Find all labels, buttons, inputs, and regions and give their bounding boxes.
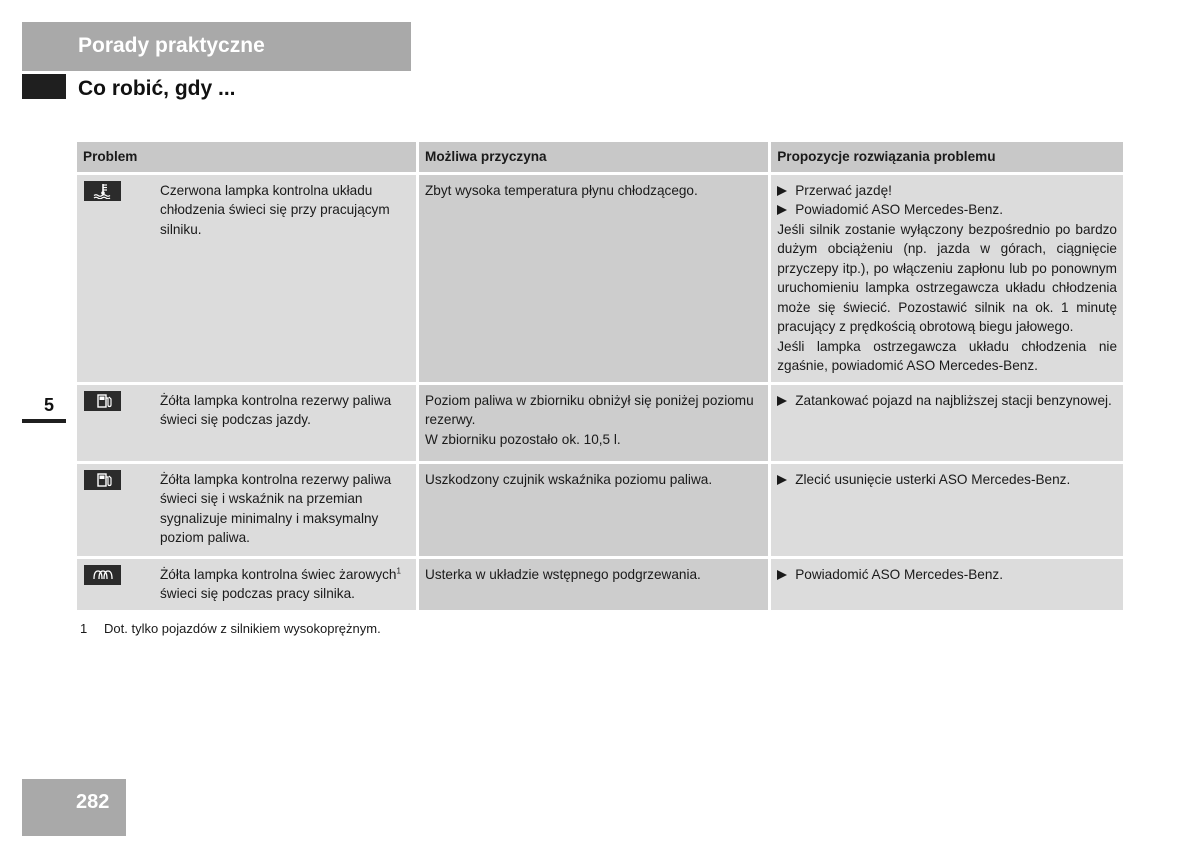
problem-text-part: świeci się podczas pracy silnika.	[160, 586, 355, 601]
solution-text: Powiadomić ASO Mercedes-Benz.	[795, 566, 1003, 582]
table-row	[77, 383, 1123, 462]
cause-cell	[418, 462, 770, 557]
solution-note: Jeśli silnik zostanie wyłączony bezpośrednio po bardzo dużym obciążeniu (np. jazda w górach, ciągnięcie przyczepy itp.), po włączeniu zapłonu lub po ponownym uruchomieniu lampka ostrzegawcza układu chłodzenia może się świecić. Pozostawić silnik na ok. 1 minutę pracujący z prędkością obrotową biegu jałowego.	[777, 221, 1117, 334]
solution-text: Przerwać jazdę!	[795, 182, 892, 198]
solution-step	[777, 391, 1117, 411]
arrow-bullet-icon	[777, 200, 795, 220]
solution-cell	[770, 462, 1123, 557]
solution-step	[777, 565, 1117, 585]
problem-cell	[77, 173, 418, 383]
solution-cell	[770, 383, 1123, 462]
cause-text: Zbyt wysoka temperatura płynu chłodzącego.	[425, 182, 698, 198]
chapter-tab-number: 5	[44, 395, 55, 415]
footnote-number: 1	[80, 621, 88, 636]
solution-text: Powiadomić ASO Mercedes-Benz.	[795, 202, 1003, 217]
coolant-temperature-icon	[84, 181, 121, 201]
section-title: Co robić, gdy ...	[78, 77, 236, 100]
footnote-text: Dot. tylko pojazdów z silnikiem wysokoprężnym.	[104, 621, 381, 636]
page-number: 282	[76, 791, 110, 813]
arrow-bullet-icon	[777, 181, 795, 201]
arrow-bullet-icon	[777, 391, 795, 411]
table-row	[77, 462, 1123, 557]
problem-cell	[77, 383, 418, 462]
table-row	[77, 557, 1123, 610]
solution-text: Zatankować pojazd na najbliższej stacji benzynowej.	[795, 392, 1112, 408]
problem-text-part: Żółta lampka kontrolna świec żarowych	[160, 566, 397, 582]
solution-step	[777, 181, 1117, 201]
problem-text	[160, 565, 410, 604]
problem-text: Żółta lampka kontrolna rezerwy paliwa świeci się i wskaźnik na przemian sygnalizuje minimalny i maksymalny poziom paliwa.	[160, 471, 392, 545]
fuel-pump-icon	[84, 391, 121, 411]
section-marker	[22, 74, 66, 99]
cause-text: Uszkodzony czujnik wskaźnika poziomu paliwa.	[425, 471, 713, 487]
column-header-solution: Propozycje rozwiązania problemu	[770, 142, 1123, 173]
chapter-tab-line	[22, 419, 66, 423]
solution-cell	[770, 173, 1123, 383]
solution-cell	[770, 557, 1123, 610]
problem-text: Żółta lampka kontrolna rezerwy paliwa świeci się podczas jazdy.	[160, 392, 392, 427]
solution-note: Jeśli lampka ostrzegawcza układu chłodzenia nie zgaśnie, powiadomić ASO Mercedes-Benz.	[777, 338, 1117, 373]
cause-cell	[418, 557, 770, 610]
fuel-pump-icon	[84, 470, 121, 490]
cause-extra-text: W zbiorniku pozostało ok. 10,5 l.	[425, 431, 621, 447]
solution-step	[777, 470, 1117, 490]
cause-text: Poziom paliwa w zbiorniku obniżył się poniżej poziomu rezerwy.	[425, 392, 754, 427]
cause-text: Usterka w układzie wstępnego podgrzewania.	[425, 566, 701, 582]
cause-cell	[418, 383, 770, 462]
chapter-header-bar	[22, 22, 411, 71]
chapter-title: Porady praktyczne	[78, 34, 265, 57]
glow-plug-icon	[84, 565, 121, 585]
column-header-cause: Możliwa przyczyna	[418, 142, 770, 173]
problem-cell	[77, 557, 418, 610]
page-number-box	[22, 779, 126, 836]
cause-cell	[418, 173, 770, 383]
footnote-marker: 1	[396, 565, 401, 575]
footnote	[80, 621, 381, 636]
problem-text: Czerwona lampka kontrolna układu chłodzenia świeci się przy pracującym silniku.	[160, 182, 390, 237]
solution-text: Zlecić usunięcie usterki ASO Mercedes-Benz.	[795, 471, 1071, 487]
troubleshooting-table	[77, 142, 1123, 610]
table-header-row	[77, 142, 1123, 173]
arrow-bullet-icon	[777, 565, 795, 585]
solution-step	[777, 200, 1117, 220]
table-row	[77, 173, 1123, 383]
column-header-problem: Problem	[77, 142, 418, 173]
arrow-bullet-icon	[777, 470, 795, 490]
problem-cell	[77, 462, 418, 557]
